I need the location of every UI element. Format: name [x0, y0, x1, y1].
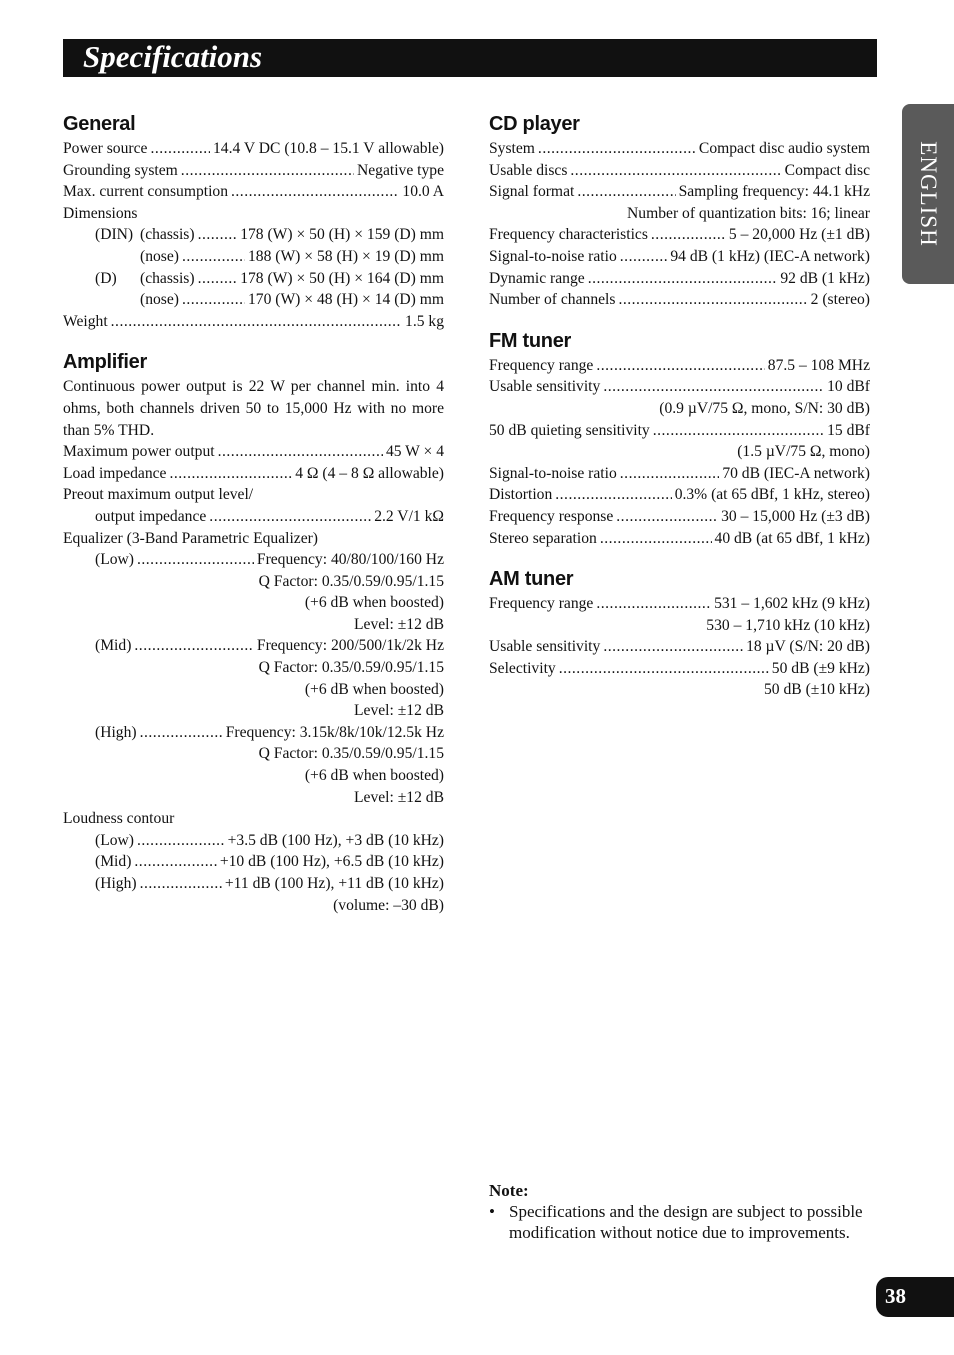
spec-eq-mid-q: Q Factor: 0.35/0.59/0.95/1.15	[258, 659, 444, 677]
spec-row-load-impedance: Load impedance ..... 4 Ω (4 – 8 Ω allowable)	[63, 463, 444, 485]
spec-row-cd-dynamic: Dynamic range ..... 92 dB (1 kHz)	[489, 268, 870, 290]
bullet-icon: •	[489, 1202, 495, 1221]
general-heading: General	[63, 113, 136, 135]
spec-row-din-chassis: (DIN) (chassis) ..... 178 (W) × 50 (H) × 159 (D) mm	[63, 224, 444, 246]
spec-eq-low-level: Level: ±12 dB	[354, 615, 444, 633]
spec-row-fm-sens: Usable sensitivity ..... 10 dBf	[489, 376, 870, 398]
cd-section	[489, 110, 870, 311]
spec-row-cd-freq: Frequency characteristics ..... 5 – 20,000 Hz (±1 dB)	[489, 224, 870, 246]
spec-row-fm-response: Frequency response ..... 30 – 15,000 Hz (±3 dB)	[489, 506, 870, 528]
spec-row-am-range: Frequency range ..... 531 – 1,602 kHz (9 kHz)	[489, 593, 870, 615]
spec-am-range-cont: 530 – 1,710 kHz (10 kHz)	[706, 616, 870, 634]
spec-row-fm-stereo: Stereo separation ..... 40 dB (at 65 dBf, 1 kHz)	[489, 528, 870, 550]
right-column	[489, 110, 870, 717]
spec-row-fm-quiet: 50 dB quieting sensitivity ..... 15 dBf	[489, 420, 870, 442]
spec-loud-volume: (volume: –30 dB)	[333, 896, 444, 914]
spec-row-fm-range: Frequency range ..... 87.5 – 108 MHz	[489, 355, 870, 377]
spec-row-loud-low: (Low) ..... +3.5 dB (100 Hz), +3 dB (10 kHz)	[63, 830, 444, 852]
spec-row-d-nose: (nose) ..... 170 (W) × 48 (H) × 14 (D) mm	[63, 289, 444, 311]
spec-row-current: Max. current consumption ..... 10.0 A	[63, 181, 444, 203]
spec-row-power-source: Power source ..... 14.4 V DC (10.8 – 15.1 V allowable)	[63, 138, 444, 160]
fm-section	[489, 327, 870, 549]
spec-row-eq-high: (High) ..... Frequency: 3.15k/8k/10k/12.5k Hz	[63, 722, 444, 744]
spec-cd-format-cont: Number of quantization bits: 16; linear	[627, 204, 870, 222]
note-block	[489, 1180, 872, 1243]
spec-preout-label: Preout maximum output level/	[63, 486, 254, 504]
spec-eq-low-q: Q Factor: 0.35/0.59/0.95/1.15	[258, 572, 444, 590]
note-item	[489, 1202, 872, 1243]
spec-fm-quiet-cont: (1.5 µV/75 Ω, mono)	[737, 443, 870, 461]
spec-row-am-selectivity: Selectivity ..... 50 dB (±9 kHz)	[489, 658, 870, 680]
spec-loudness-label: Loudness contour	[63, 810, 175, 828]
spec-eq-mid-level: Level: ±12 dB	[354, 702, 444, 720]
spec-row-loud-mid: (Mid) ..... +10 dB (100 Hz), +6.5 dB (10 kHz)	[63, 851, 444, 873]
spec-row-cd-system: System ..... Compact disc audio system	[489, 138, 870, 160]
spec-eq-label: Equalizer (3-Band Parametric Equalizer)	[63, 529, 319, 547]
spec-dimensions-label: Dimensions	[63, 204, 138, 222]
spec-row-d-chassis: (D) (chassis) ..... 178 (W) × 50 (H) × 164 (D) mm	[63, 268, 444, 290]
spec-fm-sens-cont: (0.9 µV/75 Ω, mono, S/N: 30 dB)	[659, 399, 870, 417]
page-number-tab	[876, 1277, 954, 1317]
note-text: Specifications and the design are subject to possible modification without notice due to improvements.	[509, 1202, 863, 1242]
amplifier-section	[63, 348, 444, 916]
page-title: Specifications	[83, 39, 263, 74]
spec-row-fm-snr: Signal-to-noise ratio ..... 70 dB (IEC-A network)	[489, 463, 870, 485]
spec-row-weight: Weight ..... 1.5 kg	[63, 311, 444, 333]
spec-row-max-power: Maximum power output ..... 45 W × 4	[63, 441, 444, 463]
cd-heading: CD player	[489, 113, 580, 135]
spec-row-fm-distortion: Distortion ..... 0.3% (at 65 dBf, 1 kHz, stereo)	[489, 484, 870, 506]
spec-row-cd-discs: Usable discs ..... Compact disc	[489, 160, 870, 182]
spec-row-eq-low: (Low) ..... Frequency: 40/80/100/160 Hz	[63, 549, 444, 571]
spec-eq-high-boost: (+6 dB when boosted)	[304, 767, 444, 785]
language-tab-label: ENGLISH	[916, 141, 941, 247]
spec-row-preout: output impedance ..... 2.2 V/1 kΩ	[63, 506, 444, 528]
am-section	[489, 565, 870, 701]
title-bar	[63, 39, 877, 77]
spec-row-eq-mid: (Mid) ..... Frequency: 200/500/1k/2k Hz	[63, 635, 444, 657]
spec-row-cd-snr: Signal-to-noise ratio ..... 94 dB (1 kHz) (IEC-A network)	[489, 246, 870, 268]
spec-eq-high-q: Q Factor: 0.35/0.59/0.95/1.15	[258, 745, 444, 763]
spec-row-loud-high: (High) ..... +11 dB (100 Hz), +11 dB (10 kHz)	[63, 873, 444, 895]
am-heading: AM tuner	[489, 568, 574, 591]
note-heading: Note:	[489, 1181, 529, 1200]
spec-row-grounding: Grounding system ..... Negative type	[63, 160, 444, 182]
spec-am-selectivity-cont: 50 dB (±10 kHz)	[763, 681, 870, 699]
language-tab	[902, 104, 954, 284]
spec-row-cd-format: Signal format ..... Sampling frequency: 44.1 kHz	[489, 181, 870, 203]
spec-eq-mid-boost: (+6 dB when boosted)	[304, 680, 444, 698]
spec-row-am-sens: Usable sensitivity ..... 18 µV (S/N: 20 dB)	[489, 636, 870, 658]
general-section	[63, 110, 444, 332]
spec-eq-low-boost: (+6 dB when boosted)	[304, 594, 444, 612]
left-column	[63, 110, 444, 932]
spec-row-cd-channels: Number of channels ..... 2 (stereo)	[489, 289, 870, 311]
spec-eq-high-level: Level: ±12 dB	[354, 788, 444, 806]
fm-heading: FM tuner	[489, 329, 572, 352]
spec-row-din-nose: (nose) ..... 188 (W) × 58 (H) × 19 (D) mm	[63, 246, 444, 268]
amplifier-intro: Continuous power output is 22 W per channel min. into 4 ohms, both channels driven 50 to 15,000 Hz with no more than 5% THD.	[63, 378, 444, 439]
page-number: 38	[885, 1284, 906, 1308]
amplifier-heading: Amplifier	[63, 351, 147, 374]
